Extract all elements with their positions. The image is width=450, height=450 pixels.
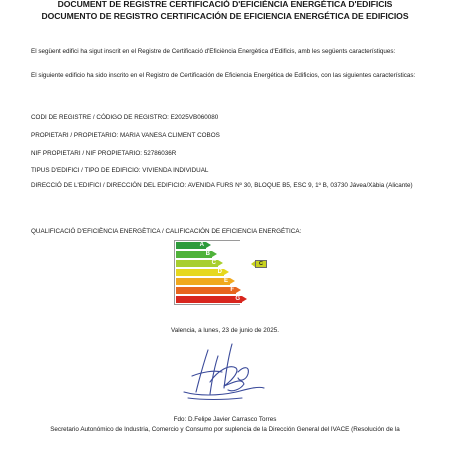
rating-bar-f: F (176, 287, 236, 294)
document-title-catalan: DOCUMENT DE REGISTRE CERTIFICACIÓ D'EFICIÈNCIA ENERGÈTICA D'EDIFICIS (57, 0, 393, 9)
rating-bar-c: C (176, 260, 218, 267)
document-title-spanish: DOCUMENTO DE REGISTRO CERTIFICACIÓN DE EFICIENCIA ENERGÉTICA DE EDIFICIOS (41, 11, 409, 21)
intro-spanish: El siguiente edificio ha sido inscrito en el Registro de Certificación de Eficiencia Energética de Edificios, con las siguientes características: (31, 72, 416, 79)
building-address: DIRECCIÓ DE L'EDIFICI / DIRECCIÓN DEL EDIFICIO: AVENIDA FURS Nº 30, BLOQUE B5, ESC 9, 1º B, 03730 Jávea/Xàbia (Alicante) (31, 182, 413, 189)
rating-marker-label: C (259, 261, 263, 267)
signer-position: Secretario Autonómico de Industria, Comercio y Consumo por suplencia de la Dirección General del IVACE (Resolución de la (50, 426, 400, 433)
handwritten-signature (178, 342, 270, 404)
rating-bar-b: B (176, 251, 212, 258)
rating-bar-d: D (176, 269, 224, 276)
owner-name: PROPIETARI / PROPIETARIO: MARIA VANESA CLIMENT COBOS (31, 132, 220, 139)
rating-bar-e: E (176, 278, 230, 285)
signer-name: Fdo: D.Felipe Javier Carrasco Torres (173, 416, 277, 423)
rating-heading: QUALIFICACIÓ D'EFICIÈNCIA ENERGÈTICA / CALIFICACIÓN DE EFICIENCIA ENERGÉTICA: (31, 228, 302, 235)
building-type: TIPUS D'EDIFICI / TIPO DE EDIFICIO: VIVIENDA INDIVIDUAL (31, 167, 209, 174)
owner-nif: NIF PROPIETARI / NIF PROPIETARIO: 52786036R (31, 150, 177, 157)
date-line: Valencia, a lunes, 23 de junio de 2025. (170, 327, 280, 334)
rating-bar-g: G (176, 296, 242, 303)
registry-code: CODI DE REGISTRE / CÓDIGO DE REGISTRO: E2025VB060080 (31, 114, 219, 121)
intro-catalan: El següent edifici ha sigut inscrit en el Registre de Certificació d'Eficiència Energètica d'Edificis, amb les següents característiques: (31, 48, 396, 55)
rating-bar-a: A (176, 242, 206, 249)
rating-marker (255, 260, 267, 268)
